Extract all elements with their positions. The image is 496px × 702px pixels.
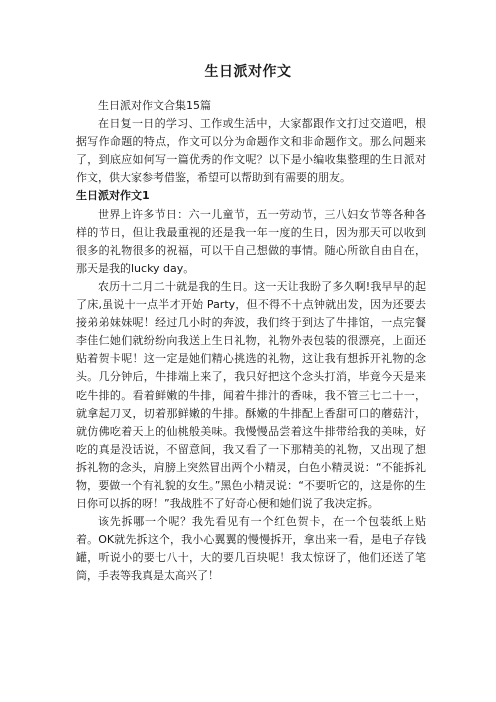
- paragraph-body: 农历十二月二十就是我的生日。这一天让我盼了多久啊!我早早的起了床,虽说十一点半才开始 Party，但不得不十点钟就出发，因为还要去接弟弟妹妹呢！经过几小时的奔波，我们终于到达了牛排馆，一点完餐李佳仁她们就纷纷向我送上生日礼物，礼物外表包装的很漂亮，上面还贴着贺卡呢！这一定是她们精心挑选的礼物，这让我有想拆开礼物的念头。几分钟后，牛排端上来了，我只好把这个念头打消，毕竟今天是来吃牛排的。看着鲜嫩的牛排，闻着牛排汁的香味，我不管三七二十一，就拿起刀叉，切着那鲜嫩的牛排。酥嫩的牛排配上香甜可口的蘑菇汁，就仿佛吃着天上的仙桃般美味。我慢慢品尝着这牛排带给我的美味，好吃的真是没话说，不留意间，我又看了一下那精美的礼物，又出现了想拆礼物的念头，肩膀上突然冒出两个小精灵，白色小精灵说：“不能拆礼物，要做一个有礼貌的女生。”黑色小精灵说：“不要听它的，这是你的生日你可以拆的呀！”我战胜不了好奇心便和她们说了我决定拆。: [76, 279, 426, 511]
- page-title: 生日派对作文: [204, 64, 292, 80]
- paragraph-body: 世界上许多节日：六一儿童节，五一劳动节，三八妇女节等各种各样的节日，但让我最重视的还是我一年一度的生日，因为那天可以收到很多的礼物很多的祝福，可以干自己想做的事情。随心所欲自由自在，那天是我的lucky day。: [76, 207, 426, 275]
- document-body: [76, 97, 426, 586]
- section-heading: 生日派对作文1: [76, 189, 150, 203]
- paragraph-intro: 在日复一日的学习、工作或生活中，大家都跟作文打过交道吧，根据写作命题的特点，作文可以分为命题作文和非命题作文。那么问题来了，到底应如何写一篇优秀的作文呢？以下是小编收集整理的生日派对作文，供大家参考借鉴，希望可以帮助到有需要的朋友。: [76, 117, 426, 185]
- paragraph-body: 该先拆哪一个呢？我先看见有一个红色贺卡，在一个包装纸上贴着。OK就先拆这个，我小心翼翼的慢慢拆开，拿出来一看，是电子存钱罐，听说小的要七八十，大的要几百块呢！我太惊讶了，他们还送了笔筒，手表等我真是太高兴了！: [76, 515, 426, 583]
- paragraph-collection-title: 生日派对作文合集15篇: [98, 99, 211, 112]
